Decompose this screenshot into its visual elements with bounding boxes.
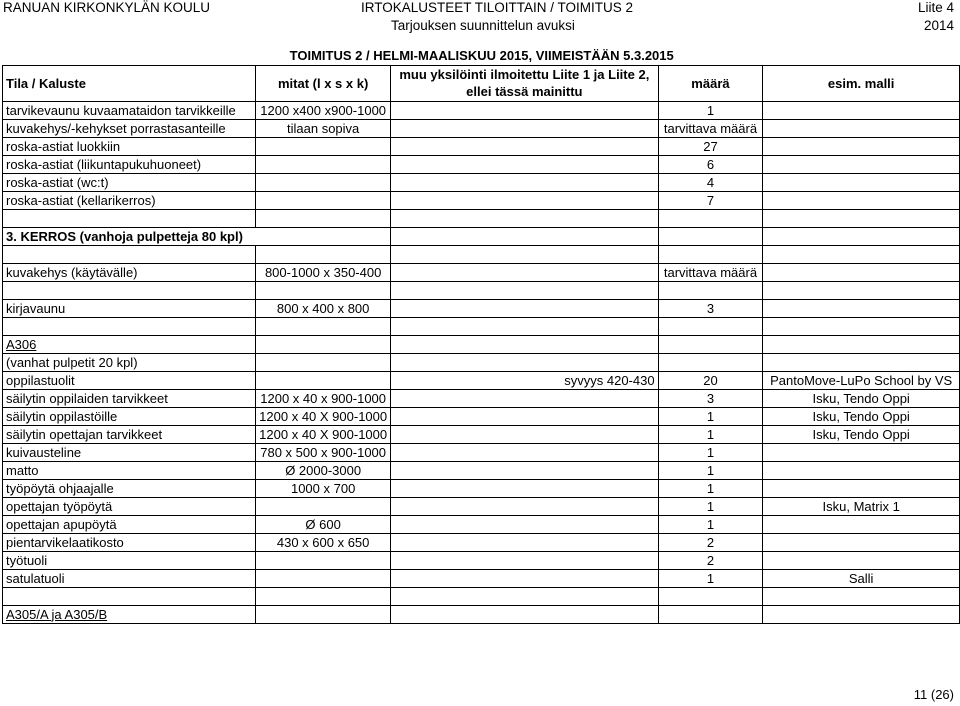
- table-row: [3, 425, 960, 443]
- room-note-row: [3, 353, 960, 371]
- item-name: matto: [3, 461, 256, 479]
- item-qty: 1: [658, 101, 763, 119]
- item-dims: Ø 2000-3000: [256, 461, 391, 479]
- item-name: roska-astiat (liikuntapukuhuoneet): [3, 155, 256, 173]
- item-qty: 1: [658, 407, 763, 425]
- item-qty: 2: [658, 533, 763, 551]
- item-name: tarvikevaunu kuvaamataidon tarvikkeille: [3, 101, 256, 119]
- item-qty: 2: [658, 551, 763, 569]
- item-qty: 3: [658, 299, 763, 317]
- item-qty: 6: [658, 155, 763, 173]
- room-row: [3, 335, 960, 353]
- item-qty: tarvittava määrä: [658, 263, 763, 281]
- table-row: [3, 479, 960, 497]
- table-row: [3, 497, 960, 515]
- item-name: opettajan apupöytä: [3, 515, 256, 533]
- col-header-note-line1: muu yksilöinti ilmoitettu Liite 1 ja Liite 2,: [399, 67, 650, 82]
- item-dims: 1200 x 40 X 900-1000: [256, 407, 391, 425]
- item-note: syvyys 420-430: [391, 371, 658, 389]
- room-row: [3, 605, 960, 623]
- item-example: Isku, Tendo Oppi: [763, 389, 960, 407]
- table-row: [3, 389, 960, 407]
- item-example: Salli: [763, 569, 960, 587]
- item-qty: tarvittava määrä: [658, 119, 763, 137]
- item-example: Isku, Tendo Oppi: [763, 407, 960, 425]
- table-row: [3, 101, 960, 119]
- item-name: säilytin oppilastöille: [3, 407, 256, 425]
- table-row: [3, 299, 960, 317]
- banner-row: [3, 47, 960, 65]
- section-title: 3. KERROS (vanhoja pulpetteja 80 kpl): [3, 227, 391, 245]
- item-name: työtuoli: [3, 551, 256, 569]
- item-dims: 1200 x 40 x 900-1000: [256, 389, 391, 407]
- item-example: PantoMove-LuPo School by VS: [763, 371, 960, 389]
- item-name: satulatuoli: [3, 569, 256, 587]
- room-label: A305/A ja A305/B: [3, 605, 256, 623]
- school-name: RANUAN KIRKONKYLÄN KOULU: [3, 0, 211, 15]
- table-row: [3, 551, 960, 569]
- delivery-banner: TOIMITUS 2 / HELMI-MAALISKUU 2015, VIIMEISTÄÄN 5.3.2015: [289, 48, 674, 64]
- col-header-room: Tila / Kaluste: [3, 65, 256, 101]
- header-row: [3, 65, 960, 101]
- item-example: Isku, Matrix 1: [763, 497, 960, 515]
- item-qty: 1: [658, 443, 763, 461]
- item-example: Isku, Tendo Oppi: [763, 425, 960, 443]
- item-dims: 1200 x400 x900-1000: [256, 101, 391, 119]
- item-qty: 1: [658, 425, 763, 443]
- table-row: [3, 515, 960, 533]
- item-dims: 800-1000 x 350-400: [256, 263, 391, 281]
- item-qty: 20: [658, 371, 763, 389]
- table-row: [3, 371, 960, 389]
- item-name: kuivausteline: [3, 443, 256, 461]
- item-name: kirjavaunu: [3, 299, 256, 317]
- item-dims: tilaan sopiva: [256, 119, 391, 137]
- item-dims: 1200 x 40 X 900-1000: [256, 425, 391, 443]
- item-qty: 1: [658, 515, 763, 533]
- table-row: [3, 173, 960, 191]
- table-row: [3, 533, 960, 551]
- item-dims: 800 x 400 x 800: [256, 299, 391, 317]
- item-qty: 1: [658, 569, 763, 587]
- item-qty: 4: [658, 173, 763, 191]
- item-dims: 780 x 500 x 900-1000: [256, 443, 391, 461]
- item-qty: 1: [658, 479, 763, 497]
- section-row: [3, 227, 960, 245]
- table-row: [3, 317, 960, 335]
- table-row: [3, 119, 960, 137]
- item-qty: 1: [658, 461, 763, 479]
- page-number: 11 (26): [913, 687, 954, 702]
- col-header-note-line2: ellei tässä mainittu: [466, 84, 583, 99]
- room-label: A306: [3, 335, 256, 353]
- item-name: työpöytä ohjaajalle: [3, 479, 256, 497]
- item-name: säilytin oppilaiden tarvikkeet: [3, 389, 256, 407]
- item-qty: 1: [658, 497, 763, 515]
- table-row: [3, 209, 960, 227]
- item-dims: 430 x 600 x 650: [256, 533, 391, 551]
- table-row: [3, 569, 960, 587]
- item-name: roska-astiat (wc:t): [3, 173, 256, 191]
- item-dims: 1000 x 700: [256, 479, 391, 497]
- item-dims: Ø 600: [256, 515, 391, 533]
- table-row: [3, 461, 960, 479]
- item-qty: 27: [658, 137, 763, 155]
- item-name: säilytin opettajan tarvikkeet: [3, 425, 256, 443]
- item-name: opettajan työpöytä: [3, 497, 256, 515]
- table-row: [3, 281, 960, 299]
- year-label: 2014: [923, 18, 954, 33]
- table-row: [3, 137, 960, 155]
- item-name: oppilastuolit: [3, 371, 256, 389]
- item-qty: 3: [658, 389, 763, 407]
- document-subtitle: Tarjouksen suunnittelun avuksi: [391, 18, 575, 33]
- table-row: [3, 191, 960, 209]
- table-row: [3, 245, 960, 263]
- item-name: roska-astiat luokkiin: [3, 137, 256, 155]
- item-name: kuvakehys (käytävälle): [3, 263, 256, 281]
- table-row: [3, 155, 960, 173]
- col-header-dims: mitat (l x s x k): [256, 65, 391, 101]
- item-name: roska-astiat (kellarikerros): [3, 191, 256, 209]
- col-header-qty: määrä: [658, 65, 763, 101]
- furniture-table: [2, 47, 960, 624]
- room-note: (vanhat pulpetit 20 kpl): [3, 353, 256, 371]
- item-qty: 7: [658, 191, 763, 209]
- table-row: [3, 263, 960, 281]
- document-title: IRTOKALUSTEET TILOITTAIN / TOIMITUS 2: [361, 0, 634, 15]
- item-name: pientarvikelaatikosto: [3, 533, 256, 551]
- table-row: [3, 587, 960, 605]
- table-row: [3, 407, 960, 425]
- col-header-example: esim. malli: [763, 65, 960, 101]
- appendix-label: Liite 4: [917, 0, 954, 15]
- table-row: [3, 443, 960, 461]
- item-name: kuvakehys/-kehykset porrastasanteille: [3, 119, 256, 137]
- col-header-note: [391, 65, 658, 101]
